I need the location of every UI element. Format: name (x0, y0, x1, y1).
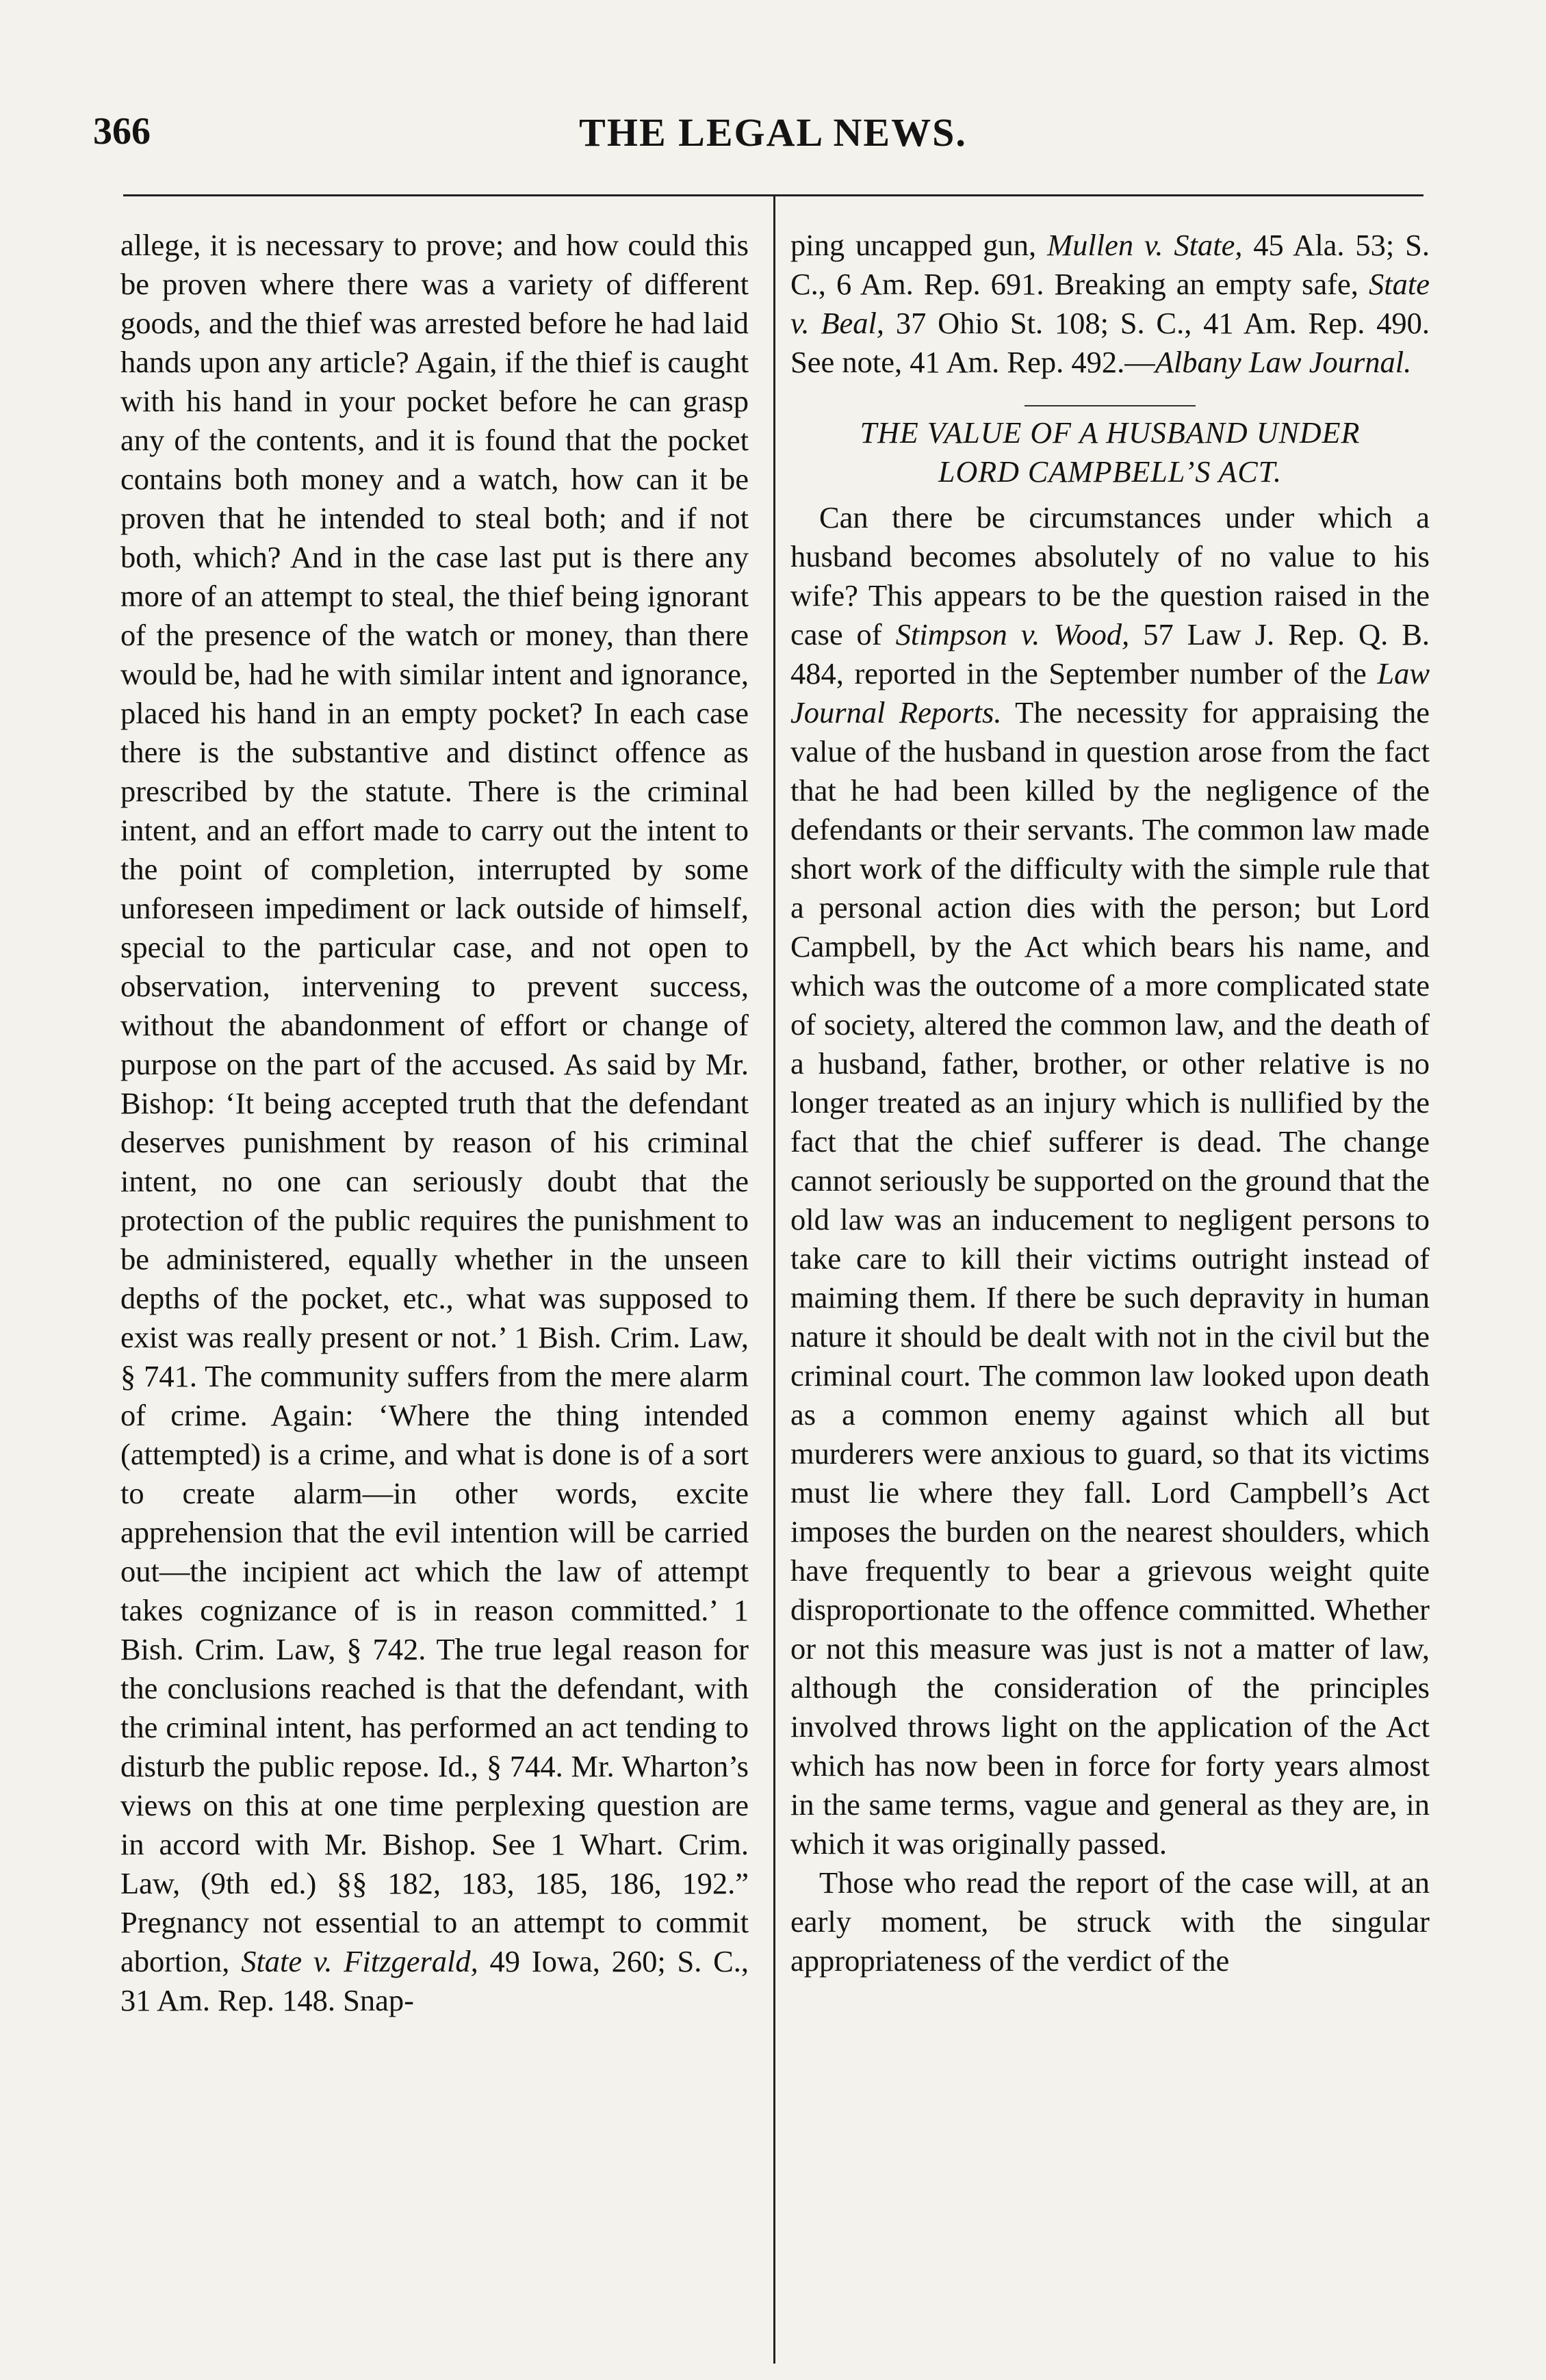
case-citation: State v. Fitzgerald, (241, 1944, 478, 1978)
article-title-line: LORD CAMPBELL’S ACT. (938, 455, 1282, 489)
article-text: Can there be circumstances under which a husband becomes absolutely of no value to his wife? This appears to be the question raised in the case of (790, 500, 1430, 651)
article-text: The necessity for appraising the value of the husband in question arose from the fact that he had been killed by the negligence of the defendants or their servants. The common law made short work of the difficulty with the simple rule that a personal action dies with the person; but Lord Campbell, by the Act which bears his name, and which was the outcome of a more complicated state of society, altered the common law, and the death of a husband, father, brother, or other relative is no longer treated as an injury which is nullified by the fact that the chief sufferer is dead. The change cannot seriously be supported on the ground that the old law was an inducement to negligent persons to take care to kill their victims outright instead of maiming them. If there be such depravity in human nature it should be dealt with not in the civil but the criminal court. The common law looked upon death as a common enemy against which all but murderers were anxious to guard, so that its victims must lie where they fall. Lord Campbell’s Act imposes the burden on the nearest shoulders, which have frequently to bear a grievous weight quite disproportionate to the offence committed. Whether or not this measure was just is not a matter of law, although the consideration of the principles involved throws light on the application of the Act which has now been in force for forty years almost in the same terms, vague and general as they are, in which it was originally passed. (790, 695, 1430, 1861)
source-attribution: Albany Law Journal. (1155, 345, 1412, 379)
article-title (790, 413, 1430, 491)
continued-text: 37 Ohio St. 108; S. C., 41 Am. Rep. 490. See note, 41 Am. Rep. 492.— (790, 306, 1430, 379)
right-column (790, 226, 1430, 1980)
case-citation: Stimpson v. Wood, (895, 617, 1130, 651)
journal-name: Law Journal Reports. (790, 656, 1430, 729)
page-number: 366 (93, 110, 151, 153)
left-paragraph-text: allege, it is necessary to prove; and how could this be proven where there was a variety of different goods, and the thief was arrested before he had laid hands upon any article? Again, if the thief is caught with his hand in your pocket before he can grasp any of the contents, and it is found that the pocket contains both money and a watch, how can it be proven that he intended to steal both; and if not both, which? And in the case last put is there any more of an attempt to steal, the thief being ignorant of the presence of the watch or money, than there would be, had he with similar intent and ignorance, placed his hand in an empty pocket? In each case there is the substantive and distinct offence as prescribed by the statute. There is the criminal intent, and an effort made to carry out the intent to the point of completion, interrupted by some unforeseen impediment or lack outside of himself, special to the particular case, and not open to observation, intervening to prevent success, without the abandonment of effort or change of purpose on the part of the accused. As said by Mr. Bishop: ‘It being accepted truth that the defendant deserves punishment by reason of his criminal intent, no one can seriously doubt that the protection of the public requires the punishment to be administered, equally whether in the unseen depths of the pocket, etc., what was supposed to exist was really present or not.’ 1 Bish. Crim. Law, § 741. The community suffers from the mere alarm of crime. Again: ‘Where the thing intended (attempted) is a crime, and what is done is of a sort to create alarm—in other words, excite apprehension that the evil intention will be carried out—the incipient act which the law of attempt takes cognizance of is in reason committed.’ 1 Bish. Crim. Law, § 742. The true legal reason for the conclusions reached is that the defendant, with the criminal intent, has performed an act tending to disturb the public repose. Id., § 744. Mr. Wharton’s views on this at one time perplexing question are in accord with Mr. Bishop. See 1 Whart. Crim. Law, (9th ed.) §§ 182, 183, 185, 186, 192.” Pregnancy not essential to an attempt to commit abortion, (120, 228, 749, 1978)
running-title: THE LEGAL NEWS. (579, 110, 967, 155)
article-title-rule (1025, 405, 1196, 406)
citation-reference: 49 Iowa, 260; S. C., 31 Am. Rep. 148. Snap- (120, 1944, 749, 2017)
case-citation: State v. Beal, (790, 267, 1430, 340)
article-paragraph (790, 498, 1430, 1863)
left-paragraph (120, 226, 749, 2020)
case-citation: Mullen v. State, (1047, 228, 1243, 262)
article-text: 57 Law J. Rep. Q. B. 484, reported in the September number of the (790, 617, 1430, 690)
continued-text: 45 Ala. 53; S. C., 6 Am. Rep. 691. Breaking an empty safe, (790, 228, 1430, 301)
continued-text: ping uncapped gun, (790, 228, 1037, 262)
article-title-line: THE VALUE OF A HUSBAND UNDER (860, 416, 1361, 450)
article-text: Those who read the report of the case will, at an early moment, be struck with the singular appropriateness of the verdict of the (790, 1865, 1430, 1978)
left-column (120, 226, 749, 2020)
column-divider (773, 194, 775, 2364)
continued-paragraph (790, 226, 1430, 382)
article-paragraph (790, 1863, 1430, 1980)
